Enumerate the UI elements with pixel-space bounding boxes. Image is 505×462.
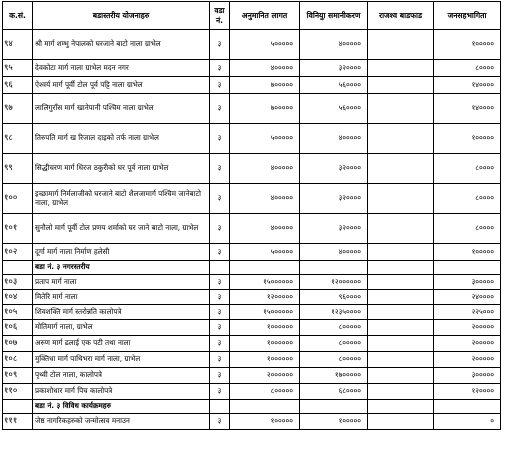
municipal-grant-cell: ४००००० — [300, 124, 368, 154]
section-empty-cell — [300, 400, 368, 414]
serial-number-cell: १०९ — [3, 368, 33, 384]
table-body — [3, 30, 501, 430]
serial-number-cell: १११ — [3, 414, 33, 430]
estimated-cost-cell: १०००००० — [230, 320, 300, 336]
public-participation-cell: २००००० — [434, 352, 501, 368]
revenue-sharing-cell — [368, 244, 434, 261]
estimated-cost-cell: ४००००० — [230, 154, 300, 184]
table-header-row — [3, 2, 501, 30]
estimated-cost-cell: ८००००० — [230, 384, 300, 400]
public-participation-cell: १४०००० — [434, 94, 501, 124]
municipal-grant-cell: ४००००० — [300, 30, 368, 60]
revenue-sharing-cell — [368, 290, 434, 305]
estimated-cost-cell: १०००००० — [230, 336, 300, 352]
serial-number-cell: १०६ — [3, 320, 33, 336]
table-row — [3, 336, 501, 352]
header-project-name: बडास्तरीय योजनाहरु — [33, 2, 210, 30]
table-row — [3, 154, 501, 184]
ward-cell: ३ — [210, 184, 230, 214]
ward-cell: ३ — [210, 290, 230, 305]
section-empty-cell — [434, 400, 501, 414]
serial-number-cell: १०४ — [3, 290, 33, 305]
project-name-cell: मोतिमार्ग नाला, ग्राभेल — [33, 320, 210, 336]
estimated-cost-cell: १५०००००० — [230, 305, 300, 320]
ward-cell: ३ — [210, 275, 230, 290]
public-participation-cell: २००००० — [434, 320, 501, 336]
section-row — [3, 261, 501, 275]
project-name-cell: प्रकाशोधार मार्ग पिच कालोपत्रे — [33, 384, 210, 400]
revenue-sharing-cell — [368, 184, 434, 214]
table-row — [3, 305, 501, 320]
revenue-sharing-cell — [368, 77, 434, 94]
municipal-grant-cell: १००००० — [300, 414, 368, 430]
table-row — [3, 124, 501, 154]
project-name-cell: मुक्तिधा मार्ग पाथिभरा मार्ग नाला, ग्राभेल — [33, 352, 210, 368]
revenue-sharing-cell — [368, 214, 434, 244]
public-participation-cell: १००००० — [434, 244, 501, 261]
header-municipal-grant: विनियुा समानीकरण — [300, 2, 368, 30]
budget-table — [2, 1, 501, 430]
project-name-cell: मितेरि मार्ग नाला — [33, 290, 210, 305]
municipal-grant-cell: ८००००० — [300, 320, 368, 336]
public-participation-cell: ८०००० — [434, 154, 501, 184]
municipal-grant-cell: ३२०००० — [300, 154, 368, 184]
section-empty-cell — [368, 400, 434, 414]
header-public-participation: जनसहभागिता — [434, 2, 501, 30]
revenue-sharing-cell — [368, 336, 434, 352]
section-empty-cell — [230, 261, 300, 275]
revenue-sharing-cell — [368, 384, 434, 400]
serial-number-cell: १०८ — [3, 352, 33, 368]
project-name-cell: दूर्गा मार्ग नाला निर्माण हलेसी — [33, 244, 210, 261]
public-participation-cell: १४०००० — [434, 77, 501, 94]
public-participation-cell: ८०००० — [434, 214, 501, 244]
public-participation-cell: ८०००० — [434, 60, 501, 77]
project-name-cell: शिवशक्ति मार्ग स्तरोन्नति कालोपत्रे — [33, 305, 210, 320]
estimated-cost-cell: ५००००० — [230, 30, 300, 60]
public-participation-cell: १२०००० — [434, 384, 501, 400]
ward-cell: ३ — [210, 368, 230, 384]
municipal-grant-cell: ६८०००० — [300, 384, 368, 400]
project-name-cell: ऐश्वर्य मार्ग पूर्वी टोल पूर्व पट्टि नाला ग्राभेल — [33, 77, 210, 94]
ward-cell: ३ — [210, 414, 230, 430]
municipal-grant-cell: ९६०००० — [300, 290, 368, 305]
project-name-cell: इच्छामार्ग निर्मलाजीको घरजाने बाटो शैलजामार्ग पश्चिम जानेबाटो नाला, ग्राभेल — [33, 184, 210, 214]
estimated-cost-cell: १०००००० — [230, 352, 300, 368]
project-name-cell: लालिगुराँस मार्ग खानेपानी पश्चिम नाला ग्राभेल — [33, 94, 210, 124]
estimated-cost-cell: ५००००० — [230, 124, 300, 154]
public-participation-cell: १००००० — [434, 30, 501, 60]
ward-cell: ३ — [210, 94, 230, 124]
ward-cell: ३ — [210, 320, 230, 336]
project-name-cell: तिरुपति मार्ग ख रिजाल दाइको तर्फ नाला ग्राभेल — [33, 124, 210, 154]
ward-cell: ३ — [210, 30, 230, 60]
revenue-sharing-cell — [368, 368, 434, 384]
serial-number-cell: ११० — [3, 384, 33, 400]
section-title: बडा नं. ३ नगरस्तरीय — [33, 261, 210, 275]
revenue-sharing-cell — [368, 30, 434, 60]
ward-cell: ३ — [210, 336, 230, 352]
project-name-cell: देवकोटा मार्ग नाला ग्राभेल मदन नगर — [33, 60, 210, 77]
estimated-cost-cell: ४००००० — [230, 60, 300, 77]
section-blank-cell — [3, 261, 33, 275]
header-sn: क.सं. — [3, 2, 33, 30]
project-name-cell: प्रताप मार्ग नाला — [33, 275, 210, 290]
serial-number-cell: १०५ — [3, 305, 33, 320]
table-row — [3, 30, 501, 60]
section-empty-cell — [300, 261, 368, 275]
serial-number-cell: ९४ — [3, 30, 33, 60]
public-participation-cell: १००००० — [434, 124, 501, 154]
serial-number-cell: ९६ — [3, 77, 33, 94]
project-name-cell: सिद्धीचरण मार्ग धिरज ठकुरीको घर पूर्व नाला ग्राभेल — [33, 154, 210, 184]
revenue-sharing-cell — [368, 94, 434, 124]
revenue-sharing-cell — [368, 305, 434, 320]
table-row — [3, 368, 501, 384]
public-participation-cell: ३००००० — [434, 368, 501, 384]
table-row — [3, 184, 501, 214]
header-estimated-cost: अनुमानित लागत — [230, 2, 300, 30]
municipal-grant-cell: ३२०००० — [300, 60, 368, 77]
ward-cell: ३ — [210, 214, 230, 244]
municipal-grant-cell: १२०००००० — [300, 275, 368, 290]
section-empty-cell — [368, 261, 434, 275]
section-blank-cell — [3, 400, 33, 414]
ward-cell: ३ — [210, 244, 230, 261]
estimated-cost-cell: ४००००० — [230, 214, 300, 244]
municipal-grant-cell: १७००००० — [300, 368, 368, 384]
project-name-cell: अरुण मार्ग ढलाई एक पटी तथा नाला — [33, 336, 210, 352]
project-name-cell: सुनौलो मार्ग पूर्वी टोल प्रणय शर्माको घर जाने बाटो नाला, ग्राभेल — [33, 214, 210, 244]
ward-cell: ३ — [210, 60, 230, 77]
serial-number-cell: १०० — [3, 184, 33, 214]
project-name-cell: पृथ्वी टोल नाला, कालोपत्रे — [33, 368, 210, 384]
municipal-grant-cell: ५६०००० — [300, 77, 368, 94]
serial-number-cell: ९९ — [3, 154, 33, 184]
serial-number-cell: १०७ — [3, 336, 33, 352]
estimated-cost-cell: ७००००० — [230, 94, 300, 124]
table-row — [3, 290, 501, 305]
ward-cell: ३ — [210, 124, 230, 154]
estimated-cost-cell: १००००० — [230, 414, 300, 430]
header-ward: वडा नं. — [210, 2, 230, 30]
serial-number-cell: १०३ — [3, 275, 33, 290]
section-empty-cell — [434, 261, 501, 275]
estimated-cost-cell: १५०००००० — [230, 275, 300, 290]
municipal-grant-cell: ८००००० — [300, 352, 368, 368]
section-row — [3, 400, 501, 414]
section-empty-cell — [230, 400, 300, 414]
ward-cell: ३ — [210, 352, 230, 368]
public-participation-cell: २००००० — [434, 336, 501, 352]
revenue-sharing-cell — [368, 352, 434, 368]
table-row — [3, 352, 501, 368]
revenue-sharing-cell — [368, 320, 434, 336]
serial-number-cell: ९८ — [3, 124, 33, 154]
section-empty-cell — [210, 261, 230, 275]
estimated-cost-cell: ५००००० — [230, 244, 300, 261]
ward-cell: ३ — [210, 305, 230, 320]
table-row — [3, 275, 501, 290]
municipal-grant-cell: ५६०००० — [300, 94, 368, 124]
public-participation-cell: ० — [434, 414, 501, 430]
municipal-grant-cell: ८००००० — [300, 336, 368, 352]
section-empty-cell — [210, 400, 230, 414]
estimated-cost-cell: ७००००० — [230, 77, 300, 94]
table-row — [3, 244, 501, 261]
revenue-sharing-cell — [368, 275, 434, 290]
table-row — [3, 414, 501, 430]
ward-cell: ३ — [210, 384, 230, 400]
public-participation-cell: २२५००० — [434, 305, 501, 320]
section-title: बडा नं. ३ विविध कार्यक्रमहरु — [33, 400, 210, 414]
public-participation-cell: ३००००० — [434, 275, 501, 290]
ward-cell: ३ — [210, 77, 230, 94]
table-row — [3, 94, 501, 124]
municipal-grant-cell: ३२०००० — [300, 184, 368, 214]
municipal-grant-cell: १२३५०००० — [300, 305, 368, 320]
table-row — [3, 60, 501, 77]
estimated-cost-cell: २०००००० — [230, 368, 300, 384]
municipal-grant-cell: ४००००० — [300, 244, 368, 261]
estimated-cost-cell: ४००००० — [230, 184, 300, 214]
revenue-sharing-cell — [368, 124, 434, 154]
public-participation-cell: २४०००० — [434, 290, 501, 305]
ward-cell: ३ — [210, 154, 230, 184]
project-name-cell: जेष्ठ नागरिकहरुको जन्मोत्सव मनाउन — [33, 414, 210, 430]
revenue-sharing-cell — [368, 60, 434, 77]
serial-number-cell: ९७ — [3, 94, 33, 124]
project-name-cell: श्री मार्ग शम्भु नेपालको घरजाने बाटो नाला ग्राभेल — [33, 30, 210, 60]
table-row — [3, 77, 501, 94]
table-row — [3, 384, 501, 400]
table-row — [3, 214, 501, 244]
serial-number-cell: १०१ — [3, 214, 33, 244]
revenue-sharing-cell — [368, 414, 434, 430]
serial-number-cell: १०२ — [3, 244, 33, 261]
public-participation-cell: ८०००० — [434, 184, 501, 214]
estimated-cost-cell: १२००००० — [230, 290, 300, 305]
table-row — [3, 320, 501, 336]
revenue-sharing-cell — [368, 154, 434, 184]
municipal-grant-cell: ३२०००० — [300, 214, 368, 244]
serial-number-cell: ९५ — [3, 60, 33, 77]
header-revenue-sharing: राजश्व बाडफाड — [368, 2, 434, 30]
